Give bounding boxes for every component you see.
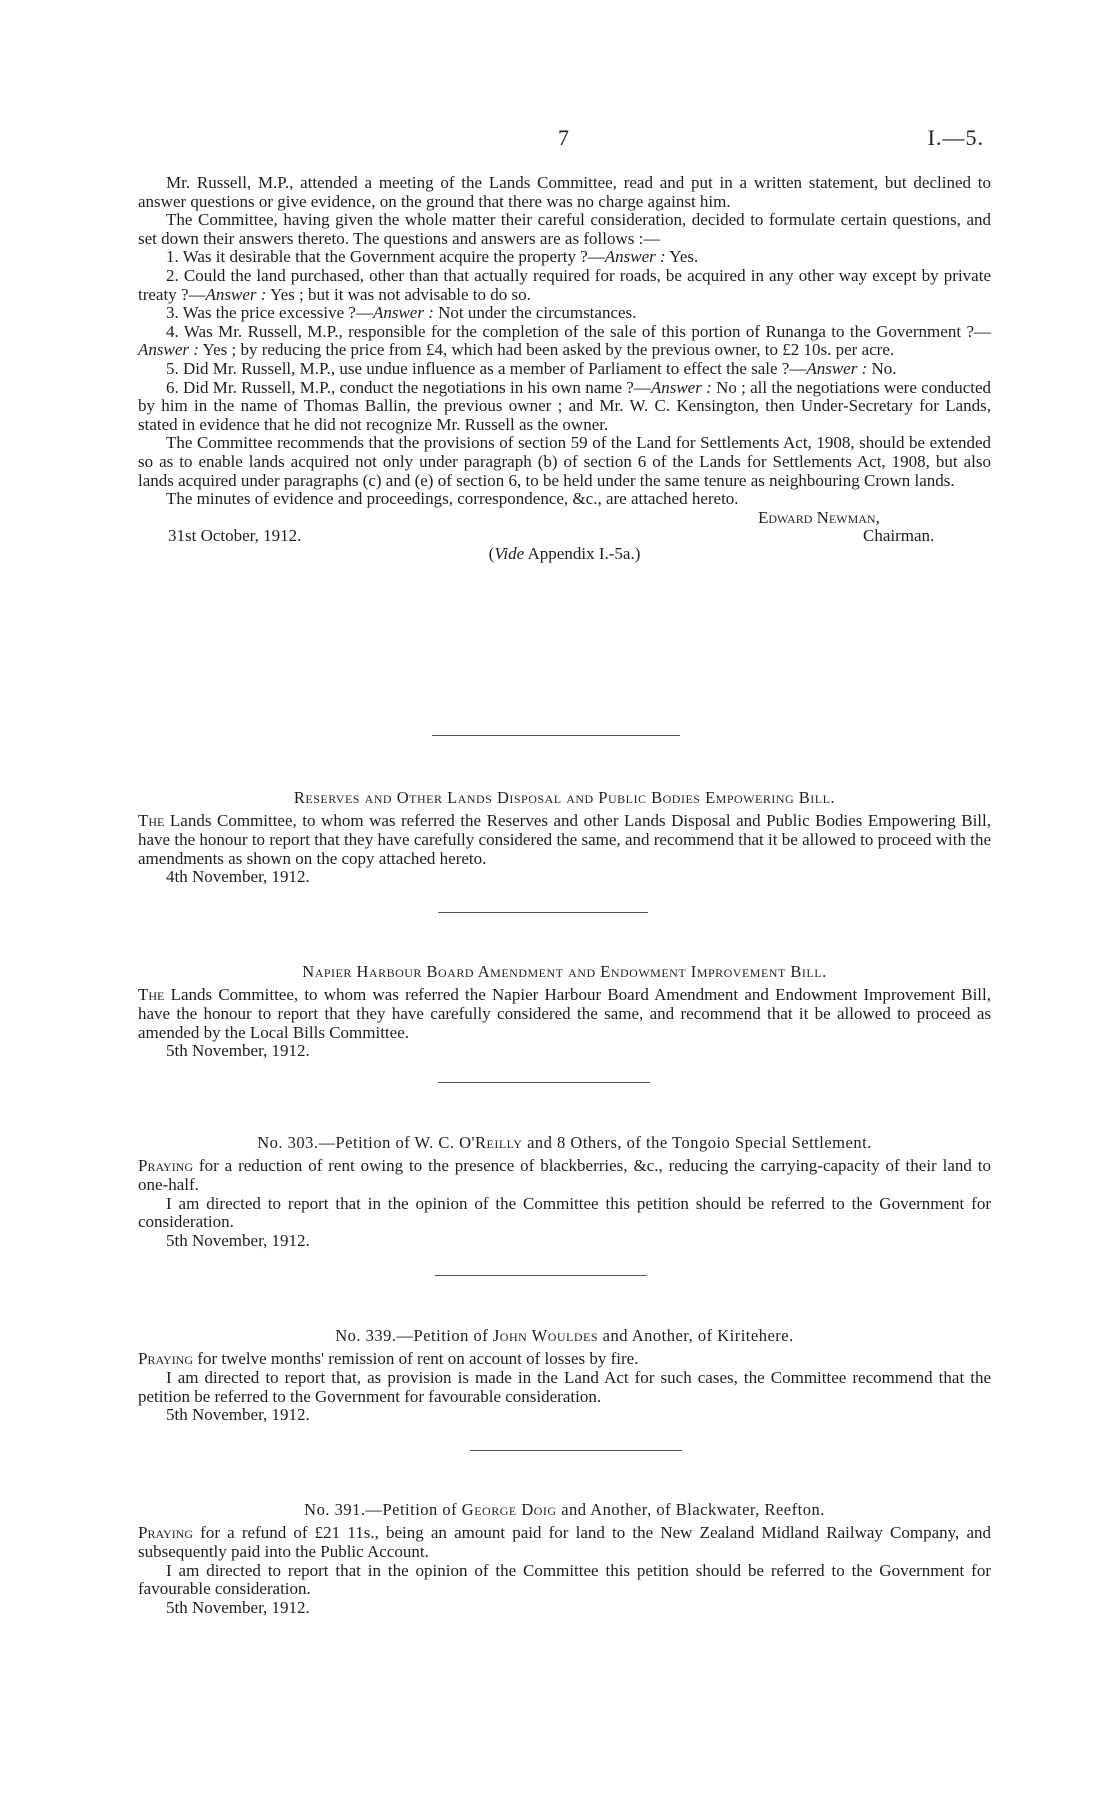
- signer-title: Chairman.: [863, 525, 935, 545]
- section-divider: [435, 1275, 647, 1276]
- question-2: 2. Could the land purchased, other than that actually required for roads, be acquired in any other way except by private treaty ?—Answer : Yes ; but it was not advisable to do so.: [138, 265, 991, 304]
- recommendation-paragraph: The Committee recommends that the provisions of section 59 of the Land for Settlements Act, 1908, should be extended so as to enable lands acquired not only under paragraph (b) of section 6 of the Lands for Settlements Act, 1908, but also lands acquired under paragraphs (c) and (e) of section 6, to be held under the same tenure as neighbouring Crown lands.: [138, 433, 991, 490]
- petition-391-recommendation: I am directed to report that in the opinion of the Committee this petition should be referred to the Government for favourable consideration.: [138, 1560, 991, 1599]
- question-6: 6. Did Mr. Russell, M.P., conduct the negotiations in his own name ?—Answer : No ; all the negotiations were conducted by him in the name of Thomas Ballin, the previous owner ; and Mr. W. C. Kensington, then Under-Secretary for Lands, stated in evidence that he did not recognize Mr. Russell as the owner.: [138, 377, 992, 434]
- document-reference: I.—5.: [927, 125, 984, 150]
- report-date: 31st October, 1912.: [168, 525, 302, 545]
- napier-bill-date: 5th November, 1912.: [166, 1041, 310, 1061]
- section-divider: [470, 1450, 682, 1451]
- minutes-paragraph: The minutes of evidence and proceedings, correspondence, &c., are attached hereto.: [166, 489, 739, 509]
- question-1: 1. Was it desirable that the Government acquire the property ?—Answer : Yes.: [166, 247, 699, 267]
- signature-block: [138, 509, 991, 545]
- petition-391-date: 5th November, 1912.: [166, 1598, 310, 1618]
- question-4: 4. Was Mr. Russell, M.P., responsible for the completion of the sale of this portion of Runanga to the Government ?—Answer : Yes ; by reducing the price from £4, which had been asked by the previous owner, to £2 10s. per acre.: [138, 321, 991, 360]
- question-3: 3. Was the price excessive ?—Answer : Not under the circumstances.: [166, 303, 637, 323]
- intro-paragraph: Mr. Russell, M.P., attended a meeting of the Lands Committee, read and put in a written statement, but declined to answer questions or give evidence, on the ground that there was no charge against him.: [138, 173, 991, 211]
- petition-303-date: 5th November, 1912.: [166, 1231, 310, 1251]
- petition-303-body: Praying for a reduction of rent owing to the presence of blackberries, &c., reducing the carrying-capacity of their land to one-half.: [138, 1156, 991, 1194]
- petition-339-body: Praying for twelve months' remission of rent on account of losses by fire.: [138, 1349, 639, 1368]
- page-number: 7: [558, 125, 569, 150]
- reserves-bill-body: The Lands Committee, to whom was referred the Reserves and other Lands Disposal and Public Bodies Empowering Bill, have the honour to report that they have carefully considered the same, and recommend that it be allowed to proceed with the amendments as shown on the copy attached hereto.: [138, 811, 991, 868]
- appendix-reference: (Vide Appendix I.-5a.): [488, 543, 641, 563]
- napier-bill-report: [138, 986, 991, 1061]
- petition-391-report: [138, 1524, 991, 1618]
- question-5: 5. Did Mr. Russell, M.P., use undue influence as a member of Parliament to effect the sale ?—Answer : No.: [166, 358, 897, 378]
- reserves-bill-report: [138, 812, 991, 887]
- reserves-bill-date: 4th November, 1912.: [166, 867, 310, 887]
- petition-391-body: Praying for a refund of £21 11s., being an amount paid for land to the New Zealand Midland Railway Company, and subsequently paid into the Public Account.: [138, 1523, 991, 1561]
- section-divider: [438, 1082, 650, 1083]
- napier-bill-heading: Napier Harbour Board Amendment and Endowment Improvement Bill.: [302, 962, 827, 981]
- petition-339-date: 5th November, 1912.: [166, 1405, 310, 1425]
- petition-339-report: [138, 1350, 991, 1425]
- reserves-bill-heading: Reserves and Other Lands Disposal and Public Bodies Empowering Bill.: [293, 788, 836, 807]
- section-divider: [438, 912, 648, 913]
- petition-339-heading: No. 339.—Petition of John Wouldes and Another, of Kiritehere.: [335, 1326, 794, 1345]
- napier-bill-body: The Lands Committee, to whom was referred the Napier Harbour Board Amendment and Endowment Improvement Bill, have the honour to report that they have carefully considered the same, and recommend that it be allowed to proceed as amended by the Local Bills Committee.: [138, 985, 991, 1042]
- signer-name: Edward Newman,: [758, 507, 880, 527]
- page-header: [0, 125, 1114, 155]
- petition-303-heading: No. 303.—Petition of W. C. O'Reilly and 8 Others, of the Tongoio Special Settlement.: [257, 1133, 872, 1152]
- committee-report-russell: [138, 174, 991, 563]
- questions-intro-paragraph: The Committee, having given the whole matter their careful consideration, decided to formulate certain questions, and set down their answers thereto. The questions and answers are as follows :—: [138, 210, 991, 248]
- section-divider: [432, 735, 680, 736]
- petition-303-report: [138, 1157, 991, 1251]
- petition-303-recommendation: I am directed to report that in the opinion of the Committee this petition should be referred to the Government for consideration.: [138, 1193, 991, 1232]
- petition-391-heading: No. 391.—Petition of George Doig and Another, of Blackwater, Reefton.: [304, 1500, 825, 1519]
- petition-339-recommendation: I am directed to report that, as provision is made in the Land Act for such cases, the Committee recommend that the petition be referred to the Government for favourable consideration.: [138, 1367, 991, 1406]
